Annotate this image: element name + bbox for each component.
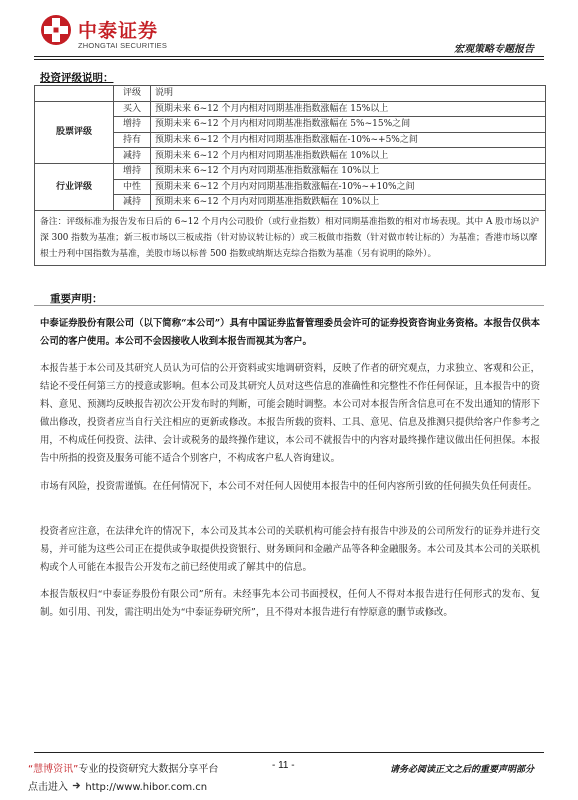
disclaimer-title: 重要声明： [50, 293, 103, 305]
rating-note-row [35, 210, 546, 265]
rating-table-header [35, 86, 546, 102]
rating-desc: 预期未来 6~12 个月内相对同期基准指数涨幅在 15%以上 [151, 101, 546, 117]
disclaimer-divider [34, 305, 544, 306]
page-number: - 11 - [272, 760, 295, 771]
rating-desc: 预期未来 6~12 个月内对同期基准指数涨幅在 10%以上 [151, 163, 546, 179]
rating-desc: 预期未来 6~12 个月内对同期基准指数涨幅在-10%~+10%之间 [151, 179, 546, 195]
header-blank-cell [35, 86, 114, 102]
rating-desc: 预期未来 6~12 个月内相对同期基准指数涨幅在 5%~15%之间 [151, 117, 546, 133]
rating-title: 投资评级说明： [40, 72, 114, 84]
rating-level: 买入 [114, 101, 151, 117]
industry-rating-category: 行业评级 [35, 163, 114, 210]
header-divider [34, 56, 544, 57]
rating-note: 备注：评级标准为报告发布日后的 6~12 个月内公司股价（或行业指数）相对同期基准指数的相对市场表现。其中 A 股市场以沪深 300 指数为基准；新三板市场以三板成指（针对协议转让标的）或三板做市指数（针对做市转让标的）为基准；香港市场以摩根士丹利中国指数为基准，美股市场以标普 500 指数或纳斯达克综合指数为基准（另有说明的除外）。 [35, 210, 546, 265]
footer-notice: 请务必阅读正文之后的重要声明部分 [389, 765, 534, 775]
logo-text-cn: 中泰证券 [78, 20, 159, 42]
rating-level: 中性 [114, 179, 151, 195]
rating-level: 减持 [114, 148, 151, 164]
rating-desc: 预期未来 6~12 个月内对同期基准指数跌幅在 10%以上 [151, 195, 546, 211]
rating-level: 减持 [114, 195, 151, 211]
rating-level: 增持 [114, 117, 151, 133]
table-row [35, 163, 546, 179]
col-level-header: 评级 [114, 86, 151, 102]
disclaimer-para-copyright: 本报告版权归“中泰证券股份有限公司”所有。未经事先本公司书面授权，任何人不得对本报告进行任何形式的发布、复制。如引用、刊发，需注明出处为“中泰证券研究所”，且不得对本报告进行有悖原意的删节或修改。 [40, 589, 540, 618]
header-divider-thin [34, 59, 544, 60]
rating-level: 持有 [114, 132, 151, 148]
disclaimer-para-holdings: 投资者应注意，在法律允许的情况下，本公司及其本公司的关联机构可能会持有报告中涉及的公司所发行的证券并进行交易，并可能为这些公司正在提供或争取提供投资银行、财务顾问和金融产品等各种金融服务。本公司及其本公司的关联机构或个人可能在本报告公开发布之前已经使用或了解其中的信息。 [40, 526, 540, 573]
footer-url[interactable]: http://www.hibor.com.cn [85, 782, 208, 793]
rating-table [34, 85, 546, 266]
hand-pointer-icon [71, 780, 82, 791]
logo-mark-icon [40, 14, 72, 46]
table-row [35, 101, 546, 117]
disclaimer-para-content: 本报告基于本公司及其研究人员认为可信的公开资料或实地调研资料，反映了作者的研究观点，力求独立、客观和公正，结论不受任何第三方的授意或影响。但本公司及其研究人员对这些信息的准确性和完整性不作任何保证，且本报告中的资料、意见、预测均反映报告初次公开发布时的判断，可能会随时调整。本公司对本报告所含信息可在不发出通知的情形下做出修改，投资者应当自行关注相应的更新或修改。本报告所载的资料、工具、意见、信息及推测只提供给客户作参考之用，不构成任何投资、法律、会计或税务的最终操作建议，本公司不就报告中的内容对最终操作建议做出任何担保。本报告中所指的投资及服务可能不适合个别客户，不构成客户私人咨询建议。 [40, 363, 540, 464]
company-logo [40, 14, 180, 54]
footer-tagline: 专业的投资研究大数据分享平台 [78, 764, 219, 775]
footer-link[interactable] [28, 778, 207, 793]
logo-text-en: ZHONGTAI SECURITIES [78, 41, 168, 50]
rating-desc: 预期未来 6~12 个月内相对同期基准指数跌幅在 10%以上 [151, 148, 546, 164]
col-desc-header: 说明 [151, 86, 546, 102]
disclaimer-para-risk: 市场有风险，投资需谨慎。在任何情况下，本公司不对任何人因使用本报告中的任何内容所引致的任何损失负任何责任。 [40, 481, 537, 492]
footer-link-label: 点击进入 [28, 782, 68, 793]
footer-divider [34, 752, 544, 753]
report-type: 宏观策略专题报告 [454, 44, 534, 55]
disclaimer-para-qualification: 中泰证券股份有限公司（以下简称“本公司”）具有中国证券监督管理委员会许可的证券投资咨询业务资格。本报告仅供本公司的客户使用。本公司不会因接收人收到本报告而视其为客户。 [40, 318, 540, 347]
footer-brand: “慧博资讯” [28, 764, 79, 775]
stock-rating-category: 股票评级 [35, 101, 114, 163]
footer-platform [28, 760, 218, 775]
rating-level: 增持 [114, 163, 151, 179]
rating-desc: 预期未来 6~12 个月内相对同期基准指数涨幅在-10%~+5%之间 [151, 132, 546, 148]
